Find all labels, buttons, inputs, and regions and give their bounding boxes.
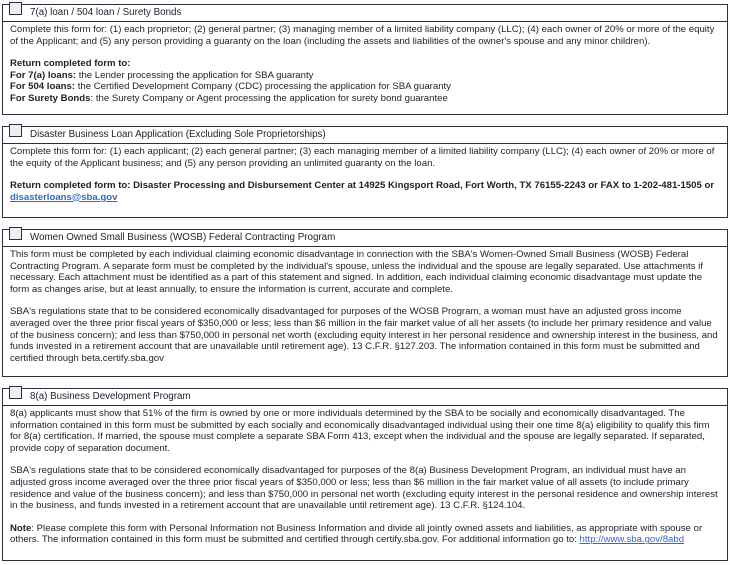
paragraph-spacer — [10, 512, 720, 523]
section-header — [3, 127, 727, 144]
text-run: Return completed form to: — [10, 58, 131, 70]
section-title: Disaster Business Loan Application (Excluding Sole Proprietorships) — [30, 129, 326, 140]
section-title: Women Owned Small Business (WOSB) Federal Contracting Program — [30, 232, 336, 243]
text-run: For 504 loans: — [10, 81, 76, 93]
paragraph — [10, 249, 720, 295]
text-run: For 7(a) loans: — [10, 69, 77, 81]
section-body — [3, 22, 727, 109]
section-disaster-business-loan — [2, 126, 728, 218]
text-run: SBA's regulations state that to be considered economically disadvantaged for purposes of the WOSB Program, a woman must have an adjusted gross income averaged over the three prior fiscal years of $350,000 or less; less than $6 million in the fair market value of all her assets (to include her primary residence and value of the business concern); and less than $750,000 in personal net worth (excluding equity interest in her personal residence and ownership interest in the business, and funds invested in a retirement account that are unavailable until retirement age). 13 C.F.R. §127.203. The information contained in this form must be submitted and certified through beta.certify.sba.gov — [10, 306, 718, 364]
text-run: Complete this form for: (1) each applicant; (2) each general partner; (3) each managing member of a limited liability company (LLC); (4) each owner of 20% or more of the equity of the Applicant business; and (5) any person providing an unlimited guaranty on the loan. — [10, 146, 715, 169]
checkbox-disaster-business-loan[interactable] — [9, 124, 22, 137]
paragraph — [10, 81, 720, 93]
sba-8abd-link[interactable]: http://www.sba.gov/8abd — [579, 534, 685, 546]
checkbox-8a-business-development[interactable] — [9, 386, 22, 399]
text-run: This form must be completed by each individual claiming economic disadvantage in connection with the SBA's Women-Owned Small Business (WOSB) Federal Contracting Program. A separate form must be completed by the individual's spouse, unless the individual and the spouse are legally separated. Use attachments if necessary. Each attachment must be identified as a part of this statement and signed. In addition, each individual claiming economic disadvantage must update the form as changes arise, but at least annually, to ensure the information is current, accurate and complete. — [10, 249, 703, 295]
section-header — [3, 389, 727, 406]
section-wosb-federal-contracting — [2, 229, 728, 377]
paragraph — [10, 93, 720, 105]
paragraph — [10, 70, 720, 82]
checkbox-7a-504-surety-bonds[interactable] — [9, 2, 22, 15]
paragraph — [10, 180, 720, 203]
text-run: the Lender processing the application for SBA guaranty — [76, 69, 314, 81]
text-run: the Certified Development Company (CDC) processing the application for SBA guaranty — [75, 81, 451, 93]
text-run: : Please complete this form with Personal Information not Business Information and divide all jointly owned assets and liabilities, as appropriate with spouse or others. The information contained in this form must be submitted and certified through certify.sba.gov. For additional information go to: — [10, 522, 703, 546]
paragraph — [10, 306, 720, 364]
text-run: For Surety Bonds — [10, 92, 91, 104]
paragraph-spacer — [10, 295, 720, 306]
disasterloans-email-link[interactable]: disasterloans@sba.gov — [10, 191, 118, 203]
section-7a-504-surety-bonds — [2, 4, 728, 115]
paragraph — [10, 24, 720, 47]
section-title: 7(a) loan / 504 loan / Surety Bonds — [30, 7, 182, 18]
checkbox-wosb-federal-contracting[interactable] — [9, 227, 22, 240]
text-run: 8(a) applicants must show that 51% of the firm is owned by one or more individuals determined by the SBA to be socially and economically disadvantaged. The information contained in this form must be submitted by each socially and economically disadvantaged individual using their one time 8(a) eligibility to qualify this firm for 8(a) certification. If married, the spouse must complete a separate SBA Form 413, except when the individual and the spouse are legally separated. If separated, provide copy of separation document. — [10, 408, 710, 454]
paragraph — [10, 58, 720, 70]
section-header — [3, 5, 727, 22]
section-body — [3, 144, 727, 207]
paragraph — [10, 408, 720, 454]
text-run: SBA's regulations state that to be considered economically disadvantaged for purposes of the 8(a) Business Development Program, an individual must have an adjusted gross income averaged over the three prior fiscal years of $350,000 or less; less than $6 million in the fair market value of all assets (to include primary residence and value of the business concern); and less than $750,000 in personal net worth (excluding equity interest in the personal residence and ownership interest in the business, and funds invested in a retirement account that are unavailable until retirement age). 13 C.F.R. §124.104. — [10, 465, 718, 512]
paragraph-spacer — [10, 454, 720, 465]
paragraph-spacer — [10, 47, 720, 58]
section-header — [3, 230, 727, 247]
text-run: Return completed form to: Disaster Processing and Disbursement Center at 14925 Kingsport Road, Fort Worth, TX 76155-2243 or FAX to 1-202-481-1505 or — [10, 180, 715, 192]
section-8a-business-development — [2, 388, 728, 561]
paragraph-spacer — [10, 169, 720, 180]
section-title: 8(a) Business Development Program — [30, 391, 191, 402]
section-body — [3, 247, 727, 368]
text-run: Note — [10, 522, 32, 534]
paragraph — [10, 523, 720, 546]
text-run: Complete this form for: (1) each proprietor; (2) general partner; (3) managing member of a limited liability company (LLC); (4) each owner of 20% or more of the equity of the Applicant; and (5) any person providing a guaranty on the loan (including the assets and liabilities of the owner's spouse and any minor children). — [10, 24, 715, 47]
paragraph — [10, 146, 720, 169]
section-body — [3, 406, 727, 550]
paragraph — [10, 465, 720, 511]
text-run: : the Surety Company or Agent processing the application for surety bond guarantee — [90, 92, 448, 104]
